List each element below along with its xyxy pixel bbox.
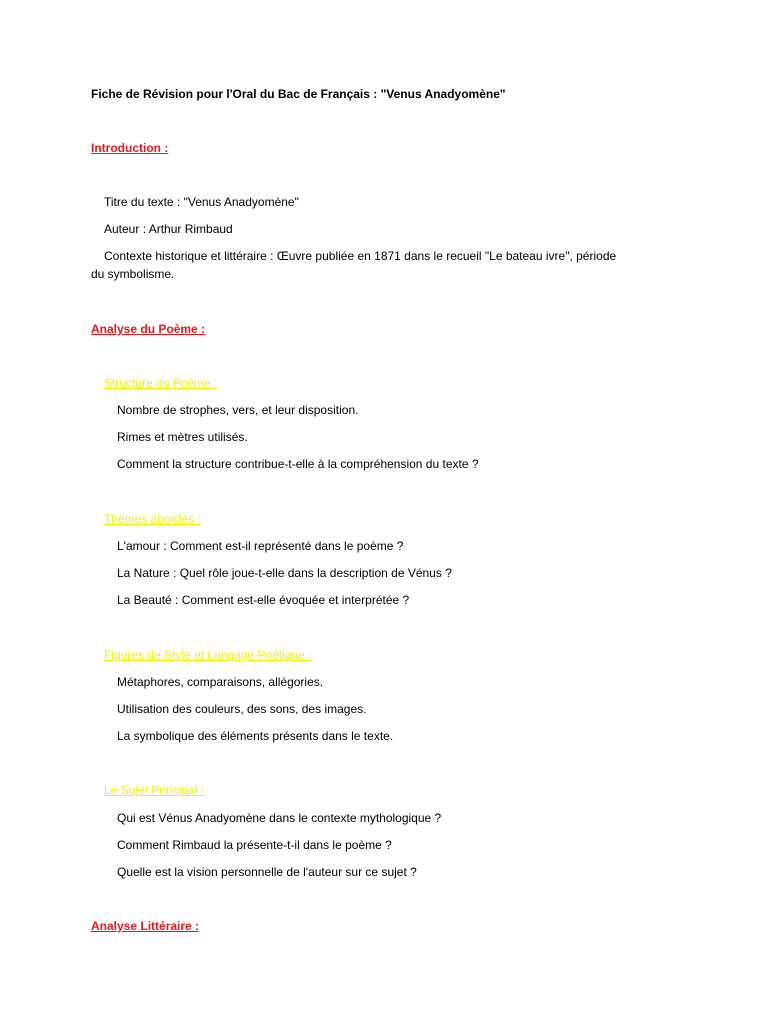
list-item: Utilisation des couleurs, des sons, des images. bbox=[117, 702, 367, 716]
list-item: Rimes et mètres utilisés. bbox=[117, 430, 248, 444]
list-item: Quelle est la vision personnelle de l'auteur sur ce sujet ? bbox=[117, 865, 417, 879]
context-line: Contexte historique et littéraire : Œuvre publiée en 1871 dans le recueil "Le bateau ivre", période bbox=[104, 249, 617, 263]
list-item: Comment Rimbaud la présente-t-il dans le poème ? bbox=[117, 838, 392, 852]
document-title: Fiche de Révision pour l'Oral du Bac de Français : "Venus Anadyomène" bbox=[91, 87, 506, 101]
sujet-heading: Le Sujet Principal : bbox=[104, 783, 205, 797]
analyse-poeme-heading: Analyse du Poème : bbox=[91, 322, 206, 336]
context-line-continuation: du symbolisme. bbox=[91, 267, 175, 281]
list-item: La Beauté : Comment est-elle évoquée et interprétée ? bbox=[117, 593, 410, 607]
analyse-litteraire-heading: Analyse Littéraire : bbox=[91, 919, 200, 933]
list-item: Auteur : Arthur Rimbaud bbox=[104, 222, 233, 236]
structure-heading: Structure du Poème : bbox=[104, 376, 218, 390]
list-item: Métaphores, comparaisons, allégories. bbox=[117, 675, 324, 689]
introduction-heading: Introduction : bbox=[91, 141, 169, 155]
list-item: Comment la structure contribue-t-elle à la compréhension du texte ? bbox=[117, 457, 479, 471]
list-item: Titre du texte : "Venus Anadyomène" bbox=[104, 195, 299, 209]
list-item: Qui est Vénus Anadyomène dans le contexte mythologique ? bbox=[117, 811, 442, 825]
themes-heading: Thèmes abordés : bbox=[104, 512, 201, 526]
figures-heading: Figures de Style et Langage Poétique : bbox=[104, 648, 312, 662]
list-item: La Nature : Quel rôle joue-t-elle dans la description de Vénus ? bbox=[117, 566, 452, 580]
list-item: La symbolique des éléments présents dans le texte. bbox=[117, 729, 394, 743]
list-item: L'amour : Comment est-il représenté dans le poème ? bbox=[117, 539, 404, 553]
list-item: Nombre de strophes, vers, et leur disposition. bbox=[117, 403, 359, 417]
